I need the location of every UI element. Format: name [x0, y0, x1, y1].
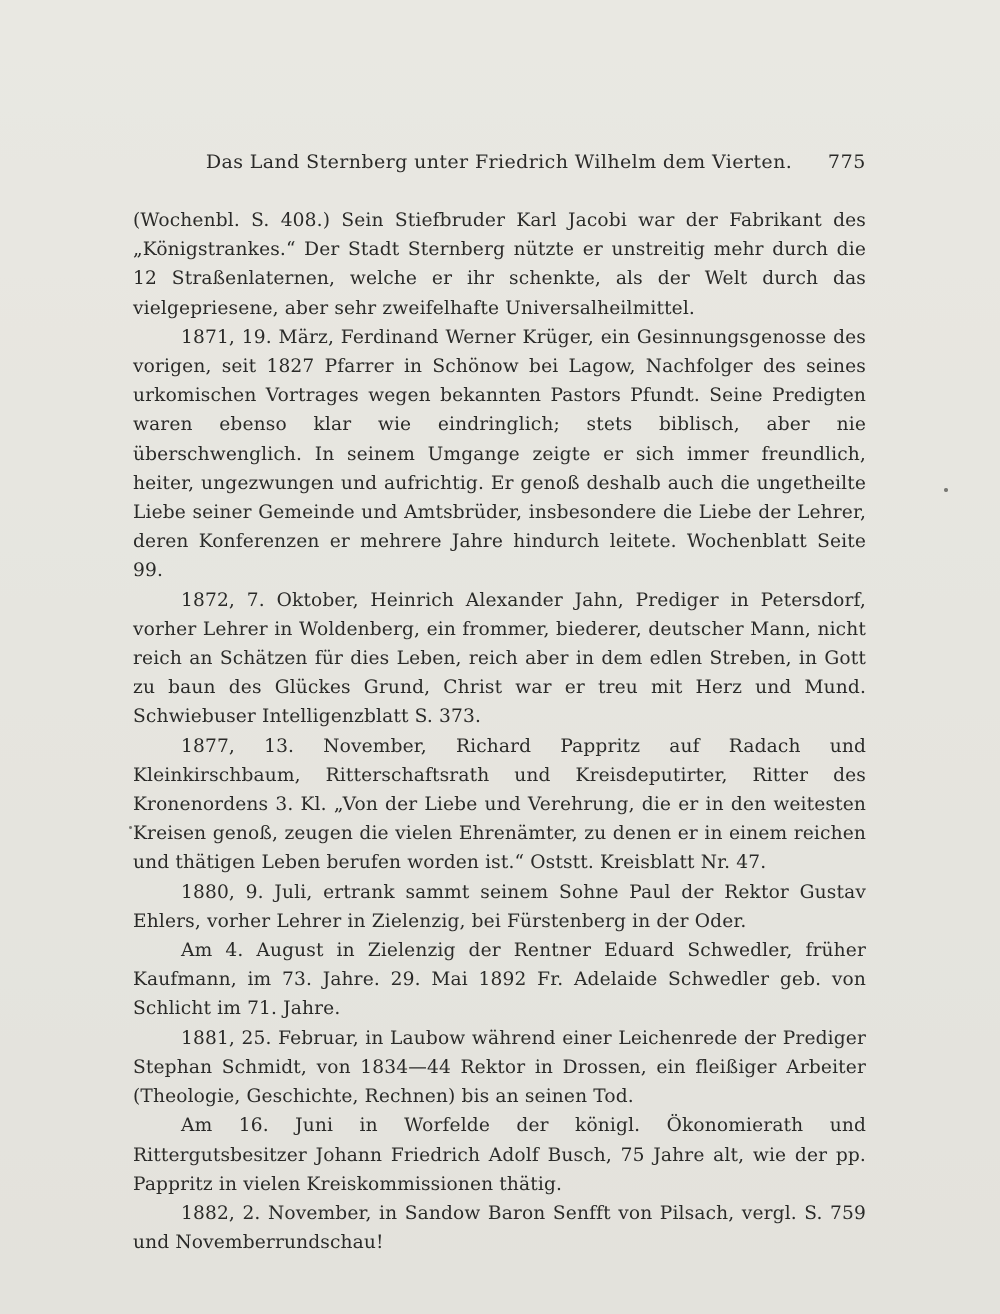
paragraph-wochenblatt-jacobi: (Wochenbl. S. 408.) Sein Stiefbruder Karl Jacobi war der Fabrikant des „Königstrankes.“ Der Stadt Sternberg nützte er unstreitig mehr durch die 12 Straßenlaternen, welche er ihr schenkte, als der Welt durch das vielgepriesene, aber sehr zweifelhafte Universalheilmittel.: [133, 210, 866, 319]
paragraph-1872-jahn: 1872, 7. Oktober, Heinrich Alexander Jahn, Prediger in Petersdorf, vorher Lehrer in Woldenberg, ein frommer, biederer, deutscher Mann, nicht reich an Schätzen für dies Leben, reich aber in dem edlen Streben, in Gott zu baun des Glückes Grund, Christ war er treu mit Herz und Mund. Schwiebuser Intelligenzblatt S. 373.: [133, 589, 866, 728]
paragraph-1881-schmidt: 1881, 25. Februar, in Laubow während einer Leichenrede der Prediger Stephan Schmidt, von 1834—44 Rektor in Drossen, ein fleißiger Arbeiter (Theologie, Geschichte, Rechnen) bis an seinen Tod.: [133, 1027, 866, 1108]
page-number: 775: [827, 151, 866, 173]
paragraph-1882-senfft: 1882, 2. November, in Sandow Baron Senfft von Pilsach, vergl. S. 759 und Novemberrundschau!: [133, 1202, 866, 1254]
body-text: [133, 206, 866, 1257]
paper-speck: [129, 826, 132, 829]
paragraph-1877-pappritz: 1877, 13. November, Richard Pappritz auf Radach und Kleinkirschbaum, Ritterschaftsrath und Kreisdeputirter, Ritter des Kronenordens 3. Kl. „Von der Liebe und Verehrung, die er in den weitesten Kreisen genoß, zeugen die vielen Ehrenämter, zu denen er in einem reichen und thätigen Leben berufen worden ist.“ Oststt. Kreisblatt Nr. 47.: [133, 735, 866, 874]
paragraph-1871-kruger: 1871, 19. März, Ferdinand Werner Krüger, ein Gesinnungsgenosse des vorigen, seit 1827 Pfarrer in Schönow bei Lagow, Nachfolger des seines urkomischen Vortrages wegen bekannten Pastors Pfundt. Seine Predigten waren ebenso klar wie eindringlich; stets biblisch, aber nie überschwenglich. In seinem Umgange zeigte er sich immer freundlich, heiter, ungezwungen und aufrichtig. Er genoß deshalb auch die ungetheilte Liebe seiner Gemeinde und Amtsbrüder, insbesondere die Liebe der Lehrer, deren Konferenzen er mehrere Jahre hindurch leitete. Wochenblatt Seite 99.: [133, 326, 866, 582]
running-title: Das Land Sternberg unter Friedrich Wilhelm dem Vierten.: [205, 151, 793, 173]
paragraph-schwedler: Am 4. August in Zielenzig der Rentner Eduard Schwedler, früher Kaufmann, im 73. Jahre. 29. Mai 1892 Fr. Adelaide Schwedler geb. von Schlicht im 71. Jahre.: [133, 940, 866, 1020]
running-head: [132, 148, 866, 180]
paragraph-busch: Am 16. Juni in Worfelde der königl. Ökonomierath und Rittergutsbesitzer Johann Friedrich Adolf Busch, 75 Jahre alt, wie der pp. Pappritz in vielen Kreiskommissionen thätig.: [133, 1115, 866, 1195]
paragraph-1880-ehlers: 1880, 9. Juli, ertrank sammt seinem Sohne Paul der Rektor Gustav Ehlers, vorher Lehrer in Zielenzig, bei Fürstenberg in der Oder.: [133, 881, 866, 932]
paper-speck: [944, 488, 948, 492]
